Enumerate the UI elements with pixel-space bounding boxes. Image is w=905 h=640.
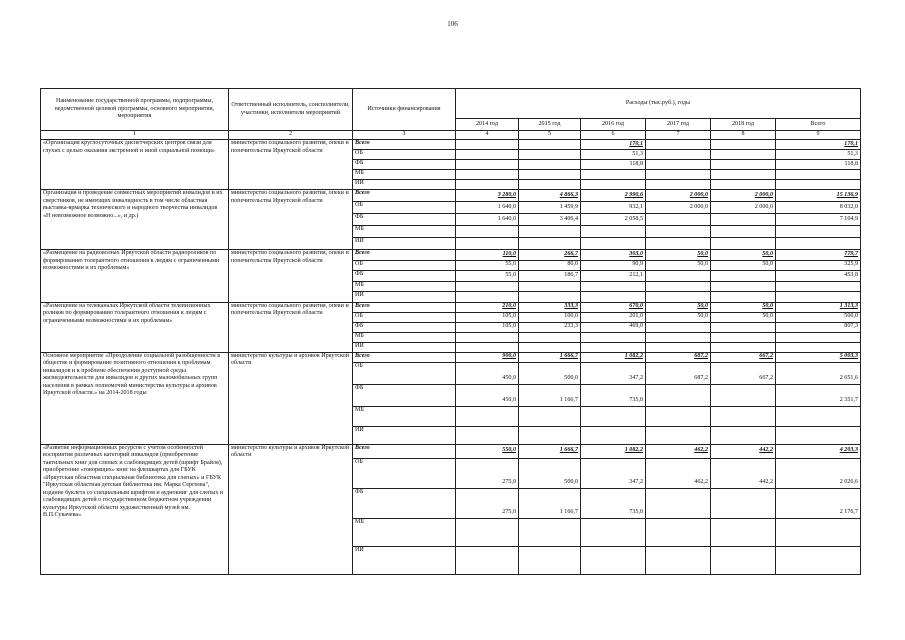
amount-cell-2015: 100,0 (519, 312, 581, 322)
amount-cell-2015 (519, 140, 581, 150)
amount-cell-2014 (456, 226, 519, 238)
table-row (41, 302, 861, 312)
funding-source-cell: ИИ (353, 238, 456, 250)
amount-cell-2015: 1 666,7 (519, 352, 581, 362)
funding-source-cell: МБ (353, 406, 456, 426)
amount-cell-2018: 2 000,0 (711, 202, 776, 214)
column-number: 9 (776, 131, 861, 140)
amount-cell-2015 (519, 226, 581, 238)
amount-cell-2015: 500,0 (519, 458, 581, 488)
amount-cell-2017 (646, 546, 711, 574)
amount-cell-2017: 50,0 (646, 260, 711, 271)
column-number: 3 (353, 131, 456, 140)
amount-cell-2017 (646, 160, 711, 170)
funding-source-cell: ФБ (353, 160, 456, 170)
amount-cell-2017 (646, 488, 711, 518)
amount-cell-2014 (456, 281, 519, 292)
amount-cell-2014 (456, 180, 519, 190)
amount-cell-2018: 667,2 (711, 362, 776, 384)
page-number: 106 (447, 20, 458, 28)
amount-cell-2018 (711, 292, 776, 303)
amount-cell-2014: 210,0 (456, 302, 519, 312)
amount-cell-2014: 1 640,0 (456, 202, 519, 214)
funding-source-cell: ОБ (353, 312, 456, 322)
program-item-name: «Организация круглосуточных диспетчерских центров связи для глухих с целью оказания экстренной и иной социальной помощи» (41, 140, 229, 190)
amount-cell-2014 (456, 518, 519, 546)
amount-cell-2018 (711, 546, 776, 574)
amount-cell-2018 (711, 180, 776, 190)
header-year-2018: 2018 год (711, 119, 776, 131)
amount-cell-2017 (646, 238, 711, 250)
column-number: 5 (519, 131, 581, 140)
amount-cell-2016 (581, 518, 646, 546)
amount-cell-2018 (711, 322, 776, 332)
column-number: 1 (41, 131, 229, 140)
amount-cell-total: 4 203,3 (776, 444, 861, 458)
table-row (41, 250, 861, 261)
amount-cell-total (776, 281, 861, 292)
amount-cell-total (776, 518, 861, 546)
program-item-name: Основное мероприятие «Преодоление социальной разобщенности в обществе и формирование позитивного отношения к проблемам инвалидов и к проблеме обеспечения доступной среды жизнедеятельности для инвалидов и других маломобильных групп населения в рамках полномочий министерства культуры и архивов Иркутской области.» на 2014-2018 годы (41, 352, 229, 444)
amount-cell-2018 (711, 150, 776, 160)
amount-cell-2017 (646, 322, 711, 332)
amount-cell-2016: 170,1 (581, 140, 646, 150)
funding-source-cell: МБ (353, 332, 456, 342)
amount-cell-2014 (456, 546, 519, 574)
funding-source-cell: ФБ (353, 271, 456, 282)
amount-cell-2016 (581, 332, 646, 342)
amount-cell-2015 (519, 292, 581, 303)
executor-cell: министерство социального развития, опеки и попечительства Иркутской области (229, 140, 353, 190)
column-number: 8 (711, 131, 776, 140)
amount-cell-2016 (581, 406, 646, 426)
funding-source-cell: ОБ (353, 202, 456, 214)
column-number: 4 (456, 131, 519, 140)
funding-source-cell: Всего (353, 302, 456, 312)
amount-cell-2015 (519, 238, 581, 250)
amount-cell-2018 (711, 226, 776, 238)
amount-cell-2016 (581, 426, 646, 444)
amount-cell-2016 (581, 292, 646, 303)
amount-cell-2016: 670,0 (581, 302, 646, 312)
amount-cell-2014 (456, 426, 519, 444)
column-number: 7 (646, 131, 711, 140)
amount-cell-2016: 1 082,2 (581, 352, 646, 362)
amount-cell-2017: 50,0 (646, 250, 711, 261)
amount-cell-2018 (711, 518, 776, 546)
amount-cell-2014 (456, 332, 519, 342)
amount-cell-2016: 201,0 (581, 312, 646, 322)
table-row (41, 444, 861, 458)
amount-cell-2017 (646, 332, 711, 342)
amount-cell-total (776, 546, 861, 574)
amount-cell-total: 51,3 (776, 150, 861, 160)
amount-cell-2017 (646, 214, 711, 226)
executor-cell: министерство культуры и архивов Иркутской области (229, 352, 353, 444)
amount-cell-2016: 2 058,5 (581, 214, 646, 226)
executor-cell: министерство социального развития, опеки и попечительства Иркутской области (229, 302, 353, 352)
amount-cell-total: 2 651,6 (776, 362, 861, 384)
amount-cell-total (776, 226, 861, 238)
amount-cell-total: 8 032,0 (776, 202, 861, 214)
amount-cell-2016: 469,0 (581, 322, 646, 332)
budget-table (40, 88, 861, 575)
amount-cell-2015 (519, 342, 581, 352)
amount-cell-2018 (711, 160, 776, 170)
amount-cell-total: 325,9 (776, 260, 861, 271)
funding-source-cell: ФБ (353, 384, 456, 406)
amount-cell-2015 (519, 150, 581, 160)
funding-source-cell: ИИ (353, 546, 456, 574)
table-row (41, 352, 861, 362)
header-year-2016: 2016 год (581, 119, 646, 131)
amount-cell-2017: 687,2 (646, 362, 711, 384)
header-year-2014: 2014 год (456, 119, 519, 131)
amount-cell-total (776, 292, 861, 303)
amount-cell-2015 (519, 180, 581, 190)
amount-cell-2017: 462,2 (646, 458, 711, 488)
amount-cell-2014: 275,0 (456, 488, 519, 518)
table-body (41, 140, 861, 575)
amount-cell-2014: 110,0 (456, 250, 519, 261)
amount-cell-2017: 50,0 (646, 312, 711, 322)
amount-cell-2014: 450,0 (456, 384, 519, 406)
amount-cell-2017: 2 000,0 (646, 202, 711, 214)
amount-cell-2016 (581, 170, 646, 180)
amount-cell-total (776, 180, 861, 190)
amount-cell-2016: 347,2 (581, 458, 646, 488)
funding-source-cell: Всего (353, 140, 456, 150)
header-total: Всего (776, 119, 861, 131)
amount-cell-2015: 233,3 (519, 322, 581, 332)
amount-cell-2018 (711, 238, 776, 250)
amount-cell-2014 (456, 140, 519, 150)
amount-cell-2018: 442,2 (711, 458, 776, 488)
header-year-2017: 2017 год (646, 119, 711, 131)
amount-cell-total (776, 342, 861, 352)
amount-cell-2014: 450,0 (456, 362, 519, 384)
column-number: 6 (581, 131, 646, 140)
amount-cell-2015: 1 166,7 (519, 384, 581, 406)
amount-cell-2014: 55,0 (456, 260, 519, 271)
amount-cell-2017 (646, 426, 711, 444)
amount-cell-2014 (456, 238, 519, 250)
amount-cell-2017: 50,0 (646, 302, 711, 312)
amount-cell-2017 (646, 150, 711, 160)
amount-cell-2015 (519, 406, 581, 426)
program-item-name: «Размещение на радиоволнах Иркутской области радиороликов по формированию толерантного отношения к людям с ограниченными возможностями и их проблемам» (41, 250, 229, 303)
amount-cell-total: 2 176,7 (776, 488, 861, 518)
amount-cell-2016: 347,2 (581, 362, 646, 384)
table-header (41, 89, 861, 140)
header-funding-source: Источники финансирования (353, 89, 456, 131)
amount-cell-2018 (711, 342, 776, 352)
amount-cell-2017 (646, 170, 711, 180)
amount-cell-total: 1 313,3 (776, 302, 861, 312)
funding-source-cell: Всего (353, 444, 456, 458)
amount-cell-2014 (456, 342, 519, 352)
amount-cell-2014: 550,0 (456, 444, 519, 458)
amount-cell-2014: 105,0 (456, 312, 519, 322)
funding-source-cell: ОБ (353, 260, 456, 271)
amount-cell-2016: 51,3 (581, 150, 646, 160)
amount-cell-2015: 1 166,7 (519, 488, 581, 518)
amount-cell-2014: 900,0 (456, 352, 519, 362)
amount-cell-2015: 266,7 (519, 250, 581, 261)
amount-cell-2017 (646, 292, 711, 303)
amount-cell-2018: 50,0 (711, 250, 776, 261)
amount-cell-2017 (646, 384, 711, 406)
amount-cell-total: 7 104,9 (776, 214, 861, 226)
amount-cell-2017 (646, 518, 711, 546)
amount-cell-2014 (456, 406, 519, 426)
amount-cell-total: 118,8 (776, 160, 861, 170)
amount-cell-2016 (581, 226, 646, 238)
amount-cell-2018 (711, 426, 776, 444)
amount-cell-total (776, 170, 861, 180)
amount-cell-total: 779,7 (776, 250, 861, 261)
funding-source-cell: ФБ (353, 488, 456, 518)
funding-source-cell: МБ (353, 281, 456, 292)
amount-cell-2018 (711, 332, 776, 342)
funding-source-cell: Всего (353, 190, 456, 202)
amount-cell-2016: 303,0 (581, 250, 646, 261)
amount-cell-2016 (581, 342, 646, 352)
amount-cell-2016: 2 990,6 (581, 190, 646, 202)
amount-cell-2014: 55,0 (456, 271, 519, 282)
funding-source-cell: ФБ (353, 214, 456, 226)
amount-cell-total (776, 406, 861, 426)
amount-cell-total: 506,0 (776, 312, 861, 322)
amount-cell-2014 (456, 150, 519, 160)
amount-cell-2016: 735,0 (581, 488, 646, 518)
amount-cell-2016 (581, 180, 646, 190)
amount-cell-2015 (519, 281, 581, 292)
amount-cell-2016: 932,1 (581, 202, 646, 214)
amount-cell-2017 (646, 140, 711, 150)
program-item-name: «Развитие информационных ресурсов с учетом особенностей восприятия различных категорий инвалидов (приобретение тактильных книг для слепых и слабовидящих детей (шрифт Брайля), приобретение «говорящих» книг на флешкартах для ГБУК «Иркутская областная специальная библиотека для слепых» и ГБУК "Иркутская областная детская библиотека им. Марка Сергеева", издание буклета со специальным шрифтом и аудиокниг для слепых и слабовидящих детей о государственном бюджетном учреждении культуры Иркутской области художественный музей им. В.П.Сукачева» (41, 444, 229, 574)
amount-cell-2014: 275,0 (456, 458, 519, 488)
amount-cell-2016 (581, 281, 646, 292)
amount-cell-total (776, 238, 861, 250)
amount-cell-2014: 3 280,0 (456, 190, 519, 202)
amount-cell-2014 (456, 170, 519, 180)
funding-source-cell: ИИ (353, 292, 456, 303)
amount-cell-2015: 4 866,3 (519, 190, 581, 202)
funding-source-cell: ИИ (353, 180, 456, 190)
table-row (41, 140, 861, 150)
header-executor: Ответственный исполнитель, соисполнители, участники, исполнители мероприятий (229, 89, 353, 131)
header-expenses: Расходы (тыс.руб.), годы (456, 89, 861, 119)
funding-source-cell: ОБ (353, 150, 456, 160)
amount-cell-2016: 735,0 (581, 384, 646, 406)
amount-cell-2018: 50,0 (711, 260, 776, 271)
amount-cell-total (776, 426, 861, 444)
amount-cell-2017 (646, 226, 711, 238)
amount-cell-2016: 90,9 (581, 260, 646, 271)
amount-cell-2018 (711, 271, 776, 282)
program-item-name: «Размещение на телеканалах Иркутской области телевизионных роликов по формированию толерантного отношения к людям с ограниченными возможностями и их проблемам» (41, 302, 229, 352)
amount-cell-2014: 105,0 (456, 322, 519, 332)
amount-cell-2017 (646, 342, 711, 352)
amount-cell-2016: 118,8 (581, 160, 646, 170)
amount-cell-total: 2 351,7 (776, 384, 861, 406)
amount-cell-2018 (711, 384, 776, 406)
amount-cell-2018 (711, 281, 776, 292)
amount-cell-total: 807,3 (776, 322, 861, 332)
amount-cell-2015 (519, 426, 581, 444)
amount-cell-total (776, 332, 861, 342)
amount-cell-2018 (711, 140, 776, 150)
amount-cell-2018 (711, 170, 776, 180)
amount-cell-2015: 333,3 (519, 302, 581, 312)
funding-source-cell: МБ (353, 226, 456, 238)
amount-cell-2016: 1 082,2 (581, 444, 646, 458)
amount-cell-total: 453,8 (776, 271, 861, 282)
amount-cell-2017: 687,2 (646, 352, 711, 362)
amount-cell-2017 (646, 406, 711, 426)
amount-cell-total: 170,1 (776, 140, 861, 150)
amount-cell-2016 (581, 238, 646, 250)
funding-source-cell: ИИ (353, 342, 456, 352)
amount-cell-2017: 2 000,0 (646, 190, 711, 202)
amount-cell-2015 (519, 518, 581, 546)
executor-cell: министерство культуры и архивов Иркутской области (229, 444, 353, 574)
funding-source-cell: Всего (353, 250, 456, 261)
amount-cell-2018 (711, 214, 776, 226)
amount-cell-2016 (581, 546, 646, 574)
amount-cell-2015: 80,0 (519, 260, 581, 271)
amount-cell-2015 (519, 160, 581, 170)
amount-cell-total: 2 026,6 (776, 458, 861, 488)
amount-cell-2014 (456, 292, 519, 303)
funding-source-cell: ОБ (353, 458, 456, 488)
funding-source-cell: ФБ (353, 322, 456, 332)
program-item-name: Организация и проведение совместных мероприятий инвалидов и их сверстников, не имеющих инвалидность в том числе областная выставка-ярмарка технического и народного творчества инвалидов «Н невозможное возможно...», и др.) (41, 190, 229, 250)
executor-cell: министерство социального развития, опеки и попечительства Иркутской области (229, 250, 353, 303)
funding-source-cell: МБ (353, 518, 456, 546)
amount-cell-2018: 50,0 (711, 302, 776, 312)
amount-cell-2018 (711, 488, 776, 518)
amount-cell-2015: 500,0 (519, 362, 581, 384)
amount-cell-2018: 442,2 (711, 444, 776, 458)
amount-cell-2018: 667,2 (711, 352, 776, 362)
amount-cell-total: 5 003,3 (776, 352, 861, 362)
funding-source-cell: Всего (353, 352, 456, 362)
amount-cell-2016: 212,1 (581, 271, 646, 282)
funding-source-cell: МБ (353, 170, 456, 180)
amount-cell-2015: 3 406,4 (519, 214, 581, 226)
amount-cell-2015 (519, 170, 581, 180)
amount-cell-2017 (646, 281, 711, 292)
amount-cell-2017 (646, 271, 711, 282)
funding-source-cell: ИИ (353, 426, 456, 444)
amount-cell-total: 15 136,9 (776, 190, 861, 202)
executor-cell: министерство социального развития, опеки и попечительства Иркутской области (229, 190, 353, 250)
amount-cell-2015 (519, 332, 581, 342)
amount-cell-2014 (456, 160, 519, 170)
amount-cell-2017: 462,2 (646, 444, 711, 458)
amount-cell-2015: 186,7 (519, 271, 581, 282)
amount-cell-2018: 50,0 (711, 312, 776, 322)
amount-cell-2018 (711, 406, 776, 426)
amount-cell-2015: 1 459,9 (519, 202, 581, 214)
amount-cell-2018: 2 000,0 (711, 190, 776, 202)
amount-cell-2015: 1 666,7 (519, 444, 581, 458)
amount-cell-2015 (519, 546, 581, 574)
column-number: 2 (229, 131, 353, 140)
amount-cell-2014: 1 640,0 (456, 214, 519, 226)
amount-cell-2017 (646, 180, 711, 190)
table-row (41, 190, 861, 202)
header-year-2015: 2015 год (519, 119, 581, 131)
header-program-name: Наименование государственной программы, подпрограммы, ведомственной целевой программы, основного мероприятия, мероприятия (41, 89, 229, 131)
funding-source-cell: ОБ (353, 362, 456, 384)
